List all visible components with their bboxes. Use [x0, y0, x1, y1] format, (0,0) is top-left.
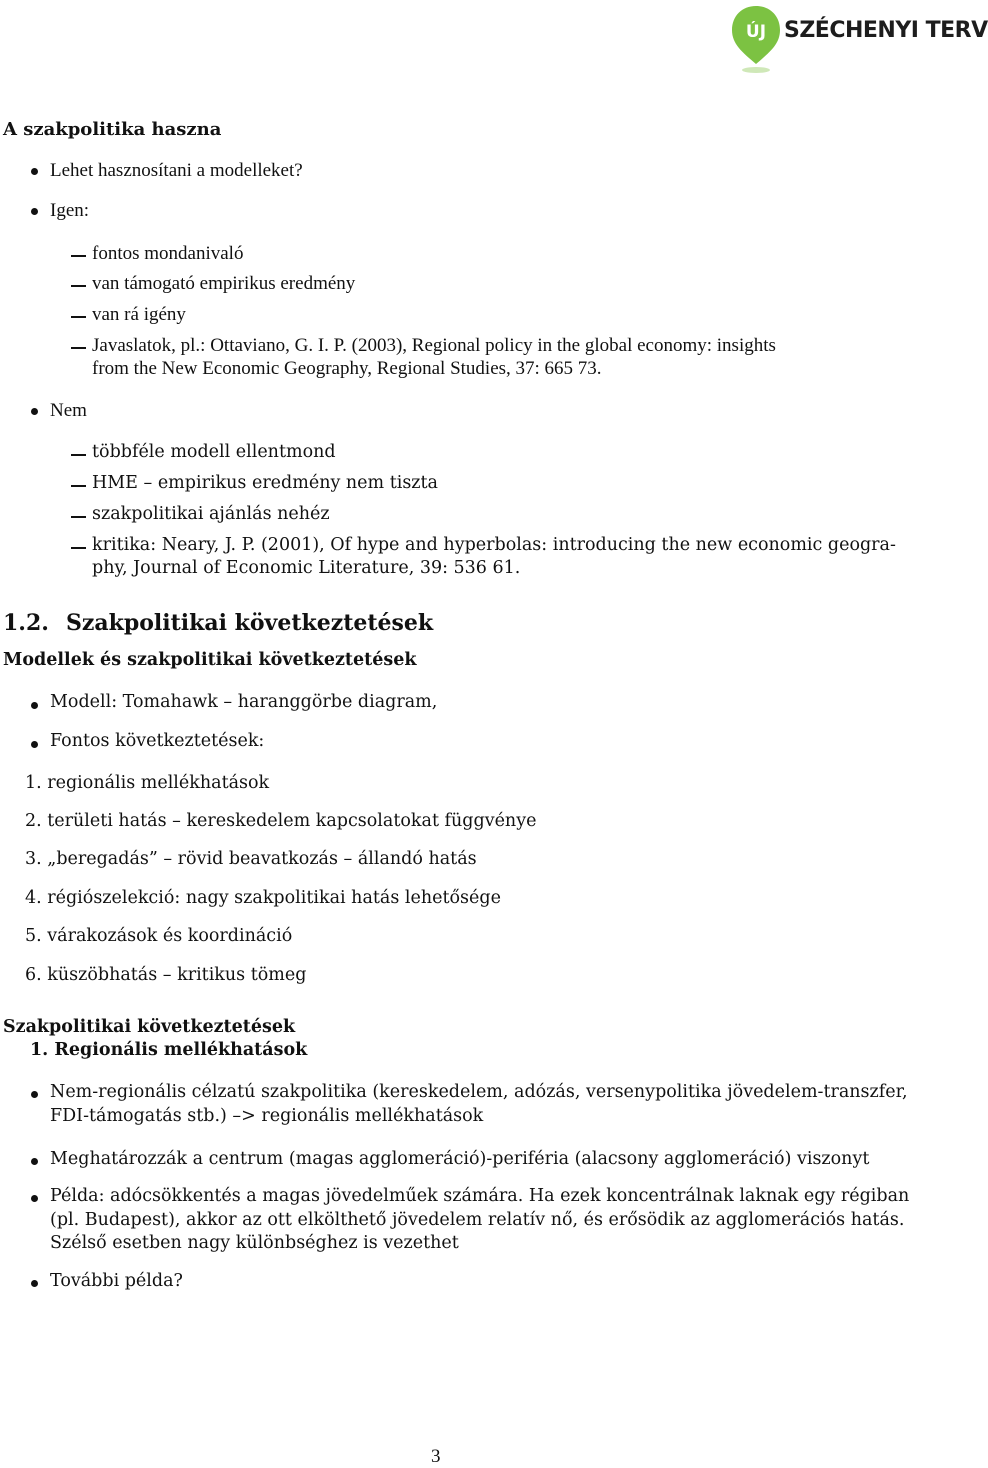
list-item: További példa? [50, 1271, 183, 1291]
bullet-icon [31, 1280, 38, 1287]
dash-icon [71, 485, 86, 487]
section-title-row [3, 610, 433, 636]
list-item: Nem [50, 400, 87, 421]
bullet-icon [31, 1195, 38, 1202]
list-item-continuation: (pl. Budapest), akkor az ott elkölthető jövedelem relatív nő, és erősödik az agglomerációs hatás. [50, 1210, 905, 1230]
numbered-item: 2. területi hatás – kereskedelem kapcsolatokat függvénye [25, 811, 537, 831]
logo-text: SZÉCHENYI TERV [784, 18, 988, 43]
sub-list-item: van támogató empirikus eredmény [92, 273, 356, 294]
numbered-item: 5. várakozások és koordináció [25, 926, 293, 946]
sub-list-item: van rá igény [92, 304, 186, 325]
list-item: Lehet hasznosítani a modelleket? [50, 160, 303, 181]
subsection-heading: 1. Regionális mellékhatások [30, 1040, 308, 1060]
list-item: Meghatározzák a centrum (magas agglomeráció)-periféria (alacsony agglomeráció) viszonyt [50, 1149, 870, 1169]
sub-list-item-continuation: from the New Economic Geography, Regional Studies, 37: 665 73. [92, 358, 602, 379]
subsection-heading: Modellek és szakpolitikai következtetések [3, 650, 417, 670]
dash-icon [71, 255, 86, 257]
list-item: Fontos következtetések: [50, 731, 265, 751]
bullet-icon [31, 1158, 38, 1165]
list-item-continuation: FDI-támogatás stb.) –> regionális mellékhatások [50, 1106, 484, 1126]
dash-icon [71, 454, 86, 456]
section-title: Szakpolitikai következtetések [65, 610, 434, 636]
section-number: 1.2. [3, 610, 49, 636]
bullet-icon [31, 1091, 38, 1098]
list-item-continuation: Szélső esetben nagy különbséghez is vezethet [50, 1233, 459, 1253]
sub-list-item: szakpolitikai ajánlás nehéz [92, 504, 330, 524]
pin-logo-icon [730, 4, 782, 76]
szechenyi-terv-logo [730, 4, 988, 76]
dash-icon [71, 347, 86, 349]
section-heading: A szakpolitika haszna [3, 119, 222, 140]
numbered-item: 3. „beregadás” – rövid beavatkozás – állandó hatás [25, 849, 477, 869]
section-heading: Szakpolitikai következtetések [3, 1017, 296, 1037]
bullet-icon [31, 702, 38, 709]
sub-list-item: kritika: Neary, J. P. (2001), Of hype and hyperbolas: introducing the new economic geogra- [92, 535, 896, 555]
list-item: Modell: Tomahawk – haranggörbe diagram, [50, 692, 438, 712]
sub-list-item: többféle modell ellentmond [92, 442, 336, 462]
sub-list-item: Javaslatok, pl.: Ottaviano, G. I. P. (2003), Regional policy in the global economy: insights [92, 335, 776, 356]
bullet-icon [31, 408, 38, 415]
sub-list-item: HME – empirikus eredmény nem tiszta [92, 473, 438, 493]
dash-icon [71, 547, 86, 549]
bullet-icon [31, 208, 38, 215]
page-number: 3 [431, 1446, 441, 1467]
list-item: Nem-regionális célzatú szakpolitika (kereskedelem, adózás, versenypolitika jövedelem-transzfer, [50, 1082, 908, 1102]
bullet-icon [31, 741, 38, 748]
numbered-item: 1. regionális mellékhatások [25, 773, 270, 793]
dash-icon [71, 285, 86, 287]
sub-list-item: fontos mondanivaló [92, 243, 244, 264]
numbered-item: 4. régiószelekció: nagy szakpolitikai hatás lehetősége [25, 888, 501, 908]
dash-icon [71, 316, 86, 318]
sub-list-item-continuation: phy, Journal of Economic Literature, 39: 536 61. [92, 558, 521, 578]
numbered-item: 6. küszöbhatás – kritikus tömeg [25, 965, 307, 985]
svg-text:ÚJ: ÚJ [745, 22, 767, 42]
list-item: Igen: [50, 200, 90, 221]
bullet-icon [31, 168, 38, 175]
dash-icon [71, 516, 86, 518]
list-item: Példa: adócsökkentés a magas jövedelműek számára. Ha ezek koncentrálnak laknak egy régiban [50, 1186, 910, 1206]
